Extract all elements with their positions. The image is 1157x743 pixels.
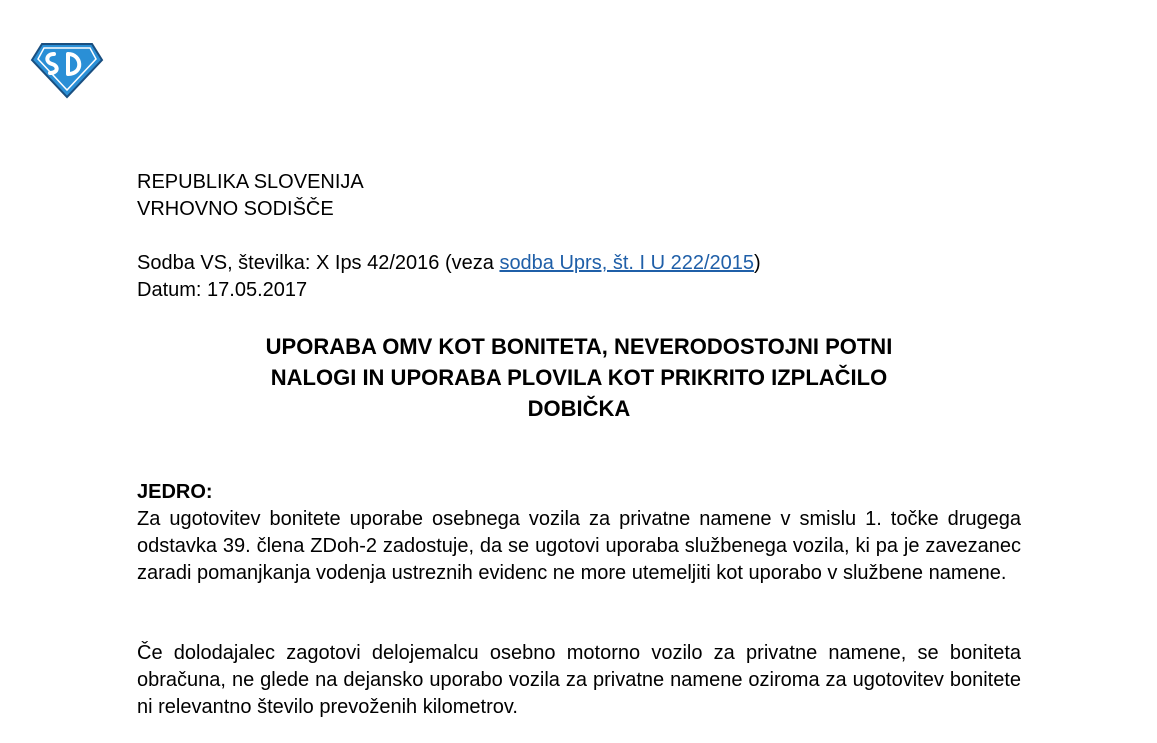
paragraph-2: Če dolodajalec zagotovi delojemalcu osebno motorno vozilo za privatne namene, se boniteta obračuna, ne glede na dejansko uporabo vozila za privatne namene oziroma za ugotovitev bonitete ni relevantno število prevoženih kilometrov. xyxy=(137,642,1021,718)
title-line-3: DOBIČKA xyxy=(527,396,631,421)
title-line-2: NALOGI IN UPORABA PLOVILA KOT PRIKRITO IZPLAČILO xyxy=(270,365,888,390)
logo-icon xyxy=(30,40,104,100)
related-case-link[interactable]: sodba Uprs, št. I U 222/2015 xyxy=(499,252,755,274)
paragraph-1: Za ugotovitev bonitete uporabe osebnega vozila za privatne namene v smislu 1. točke drugega odstavka 39. člena ZDoh-2 zadostuje, da se ugotovi uporaba službenega vozila, ki pa je zavezanec zaradi pomanjkanja vodenja ustreznih evidenc ne more utemeljiti kot uporabo v službene namene. xyxy=(137,508,1021,584)
header-line-1: REPUBLIKA SLOVENIJA xyxy=(137,171,364,193)
case-number-line xyxy=(137,250,1021,277)
section-heading: JEDRO: xyxy=(137,481,213,503)
decision-date: Datum: 17.05.2017 xyxy=(137,279,308,301)
court-header xyxy=(137,169,1021,223)
case-number-prefix: Sodba VS, številka: X Ips 42/2016 (veza xyxy=(137,252,500,274)
title-line-1: UPORABA OMV KOT BONITETA, NEVERODOSTOJNI POTNI xyxy=(265,334,893,359)
case-meta xyxy=(137,250,1021,304)
case-number-suffix: ) xyxy=(754,252,761,274)
header-line-2: VRHOVNO SODIŠČE xyxy=(137,198,334,220)
document-title xyxy=(137,331,1021,424)
